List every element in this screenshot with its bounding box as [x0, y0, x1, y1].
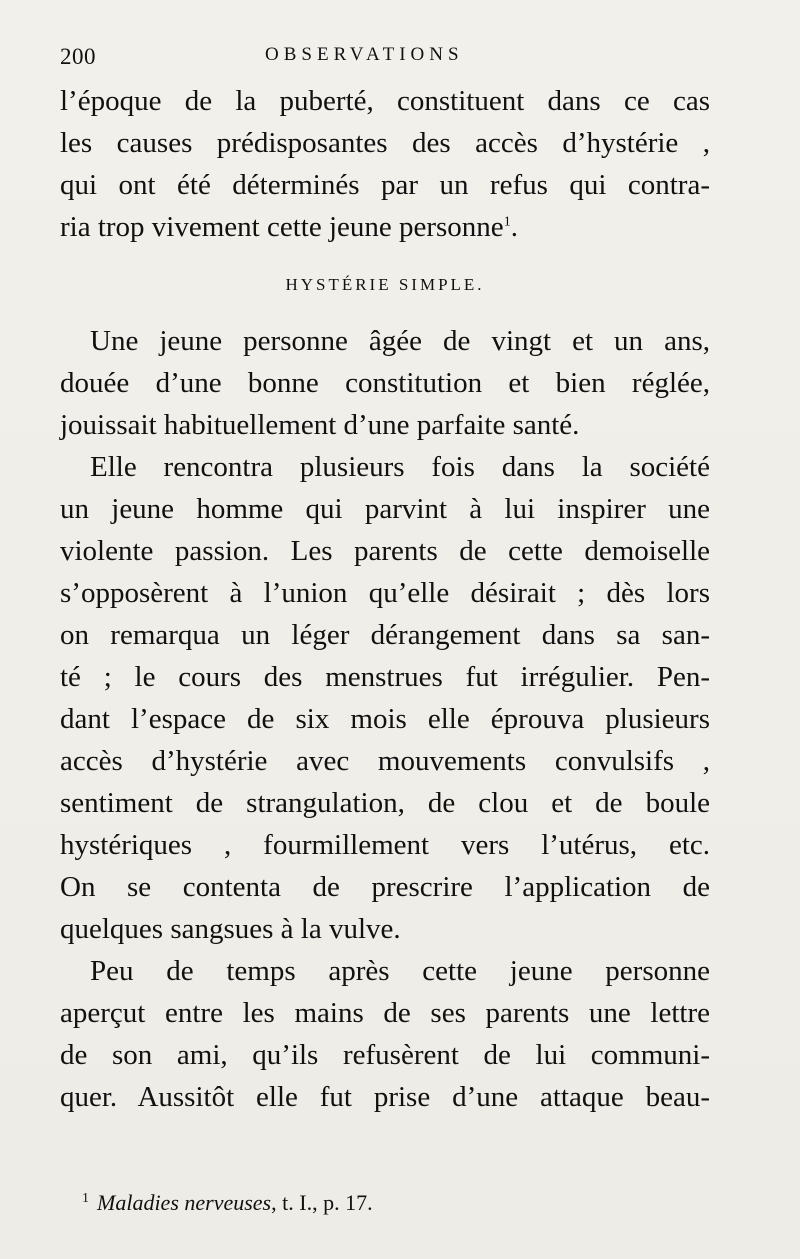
text-line: té ; le cours des menstrues fut irrégulier. Pen- — [60, 661, 710, 693]
running-title: OBSERVATIONS — [265, 44, 464, 65]
text-line: On se contenta de prescrire l’application de — [60, 871, 710, 903]
text-line: un jeune homme qui parvint à lui inspirer une — [60, 493, 710, 525]
footnote-citation: , t. I., p. 17. — [271, 1190, 373, 1215]
footnote-mark: 1 — [82, 1190, 89, 1206]
section-heading: HYSTÉRIE SIMPLE. — [285, 275, 485, 294]
text-line: sentiment de strangulation, de clou et de boule — [60, 787, 710, 819]
paragraph-2 — [60, 320, 710, 446]
text-line: de son ami, qu’ils refusèrent de lui communi- — [60, 1039, 710, 1071]
text-line: jouissait habituellement d’une parfaite santé. — [60, 409, 580, 441]
text-line: quelques sangsues à la vulve. — [60, 913, 401, 945]
text-line: Elle rencontra plusieurs fois dans la société — [90, 451, 710, 483]
text-line: douée d’une bonne constitution et bien réglée, — [60, 367, 710, 399]
text-line-content: ria trop vivement cette jeune personne — [60, 211, 504, 243]
paragraph-4 — [60, 950, 710, 1118]
page-number: 200 — [60, 44, 96, 69]
text-line: Une jeune personne âgée de vingt et un ans, — [90, 325, 710, 357]
body-text — [60, 80, 710, 1118]
footnote-title: Maladies nerveuses — [97, 1190, 272, 1215]
footnote-reference: 1 — [503, 214, 511, 230]
paragraph-1 — [60, 80, 710, 248]
text-line: hystériques , fourmillement vers l’utérus, etc. — [60, 829, 710, 861]
text-line: s’opposèrent à l’union qu’elle désirait ; dès lors — [60, 577, 710, 609]
text-line-end: . — [510, 211, 518, 243]
text-line: Peu de temps après cette jeune personne — [90, 955, 710, 987]
text-line: les causes prédisposantes des accès d’hystérie , — [60, 127, 710, 159]
paragraph-3 — [60, 446, 710, 950]
text-line: on remarqua un léger dérangement dans sa san- — [60, 619, 710, 651]
text-line: quer. Aussitôt elle fut prise d’une attaque beau- — [60, 1081, 710, 1113]
text-line: violente passion. Les parents de cette demoiselle — [60, 535, 710, 567]
text-line: aperçut entre les mains de ses parents une lettre — [60, 997, 710, 1029]
text-line — [60, 206, 710, 248]
footnote — [82, 1190, 373, 1216]
text-line: qui ont été déterminés par un refus qui contra- — [60, 169, 710, 201]
text-line: l’époque de la puberté, constituent dans ce cas — [60, 85, 710, 117]
running-head — [60, 44, 720, 74]
text-line: accès d’hystérie avec mouvements convulsifs , — [60, 745, 710, 777]
text-line: dant l’espace de six mois elle éprouva plusieurs — [60, 703, 710, 735]
